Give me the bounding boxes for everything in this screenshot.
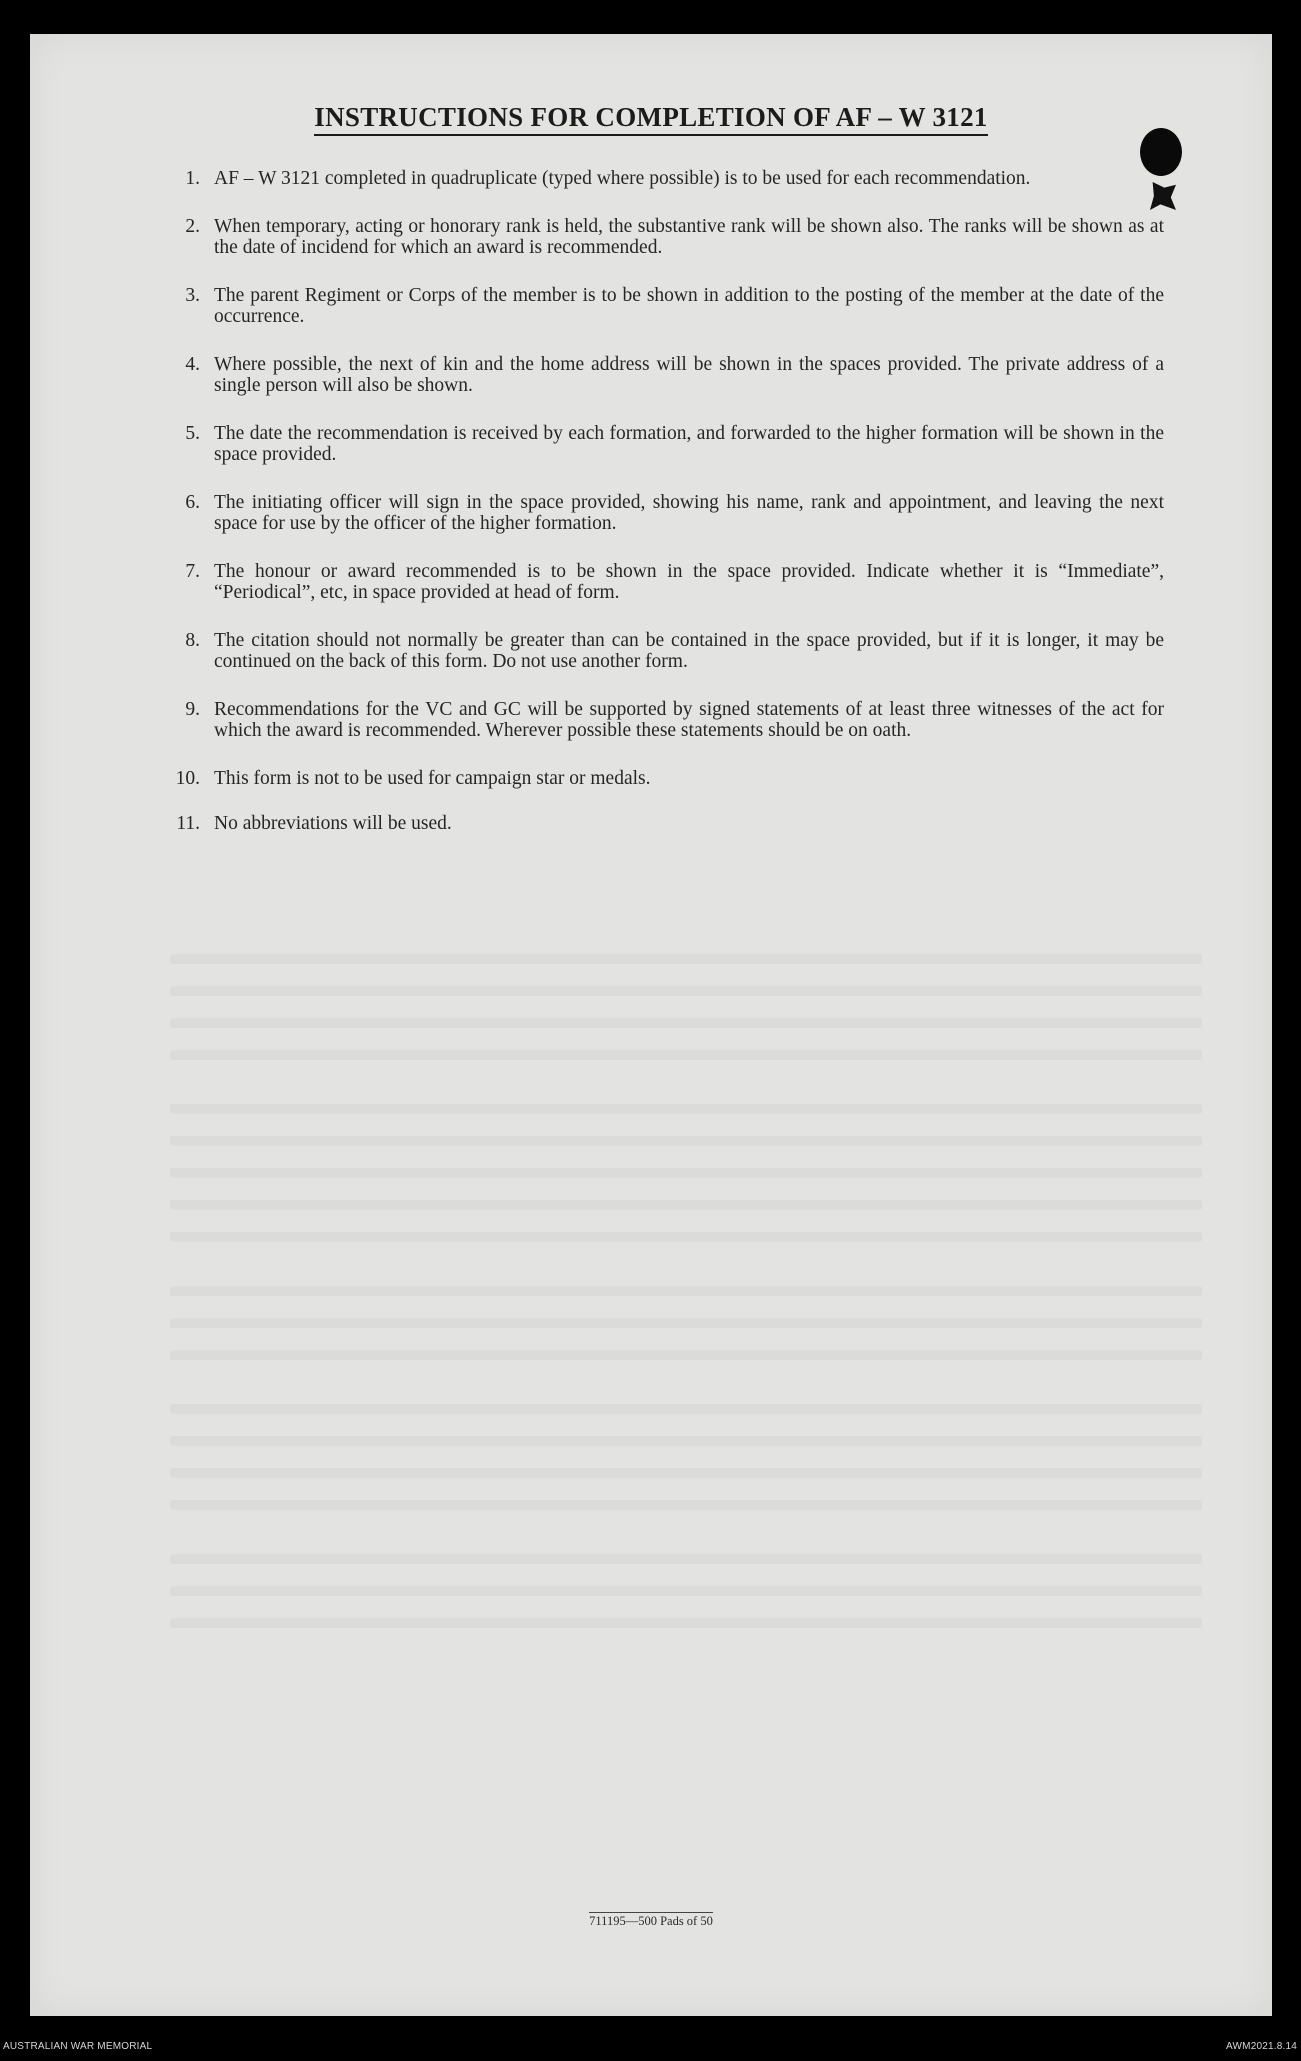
archive-accession-number: AWM2021.8.14	[1226, 2041, 1297, 2052]
instruction-number: 5.	[185, 423, 200, 444]
print-run-text: 711195—500 Pads of 50	[589, 1914, 713, 1928]
instruction-item	[142, 630, 1164, 672]
instruction-number: 6.	[185, 492, 200, 513]
instruction-text: Where possible, the next of kin and the home address will be shown in the spaces provided. The private address of a single person will also be shown.	[214, 354, 1164, 396]
instruction-item	[142, 285, 1164, 327]
instruction-text: Recommendations for the VC and GC will be supported by signed statements of at least three witnesses of the act for which the award is recommended. Wherever possible these statements should be on oath.	[214, 699, 1164, 741]
instruction-item	[142, 768, 1164, 789]
document-title	[30, 102, 1272, 133]
instruction-text: The initiating officer will sign in the space provided, showing his name, rank and appointment, and leaving the next space for use by the officer of the higher formation.	[214, 492, 1164, 534]
instruction-number: 4.	[185, 354, 200, 375]
print-run-note	[30, 1914, 1272, 1929]
instruction-number: 8.	[185, 630, 200, 651]
instruction-item	[142, 699, 1164, 741]
instructions-list	[142, 168, 1164, 834]
instruction-item	[142, 423, 1164, 465]
instruction-text: When temporary, acting or honorary rank is held, the substantive rank will be shown also. The ranks will be shown as at the date of incidend for which an award is recommended.	[214, 216, 1164, 258]
instruction-text: The parent Regiment or Corps of the member is to be shown in addition to the posting of the member at the date of the occurrence.	[214, 285, 1164, 327]
instruction-item	[142, 813, 1164, 834]
instruction-text: The citation should not normally be greater than can be contained in the space provided, but if it is longer, it may be continued on the back of this form. Do not use another form.	[214, 630, 1164, 672]
instruction-text: The honour or award recommended is to be shown in the space provided. Indicate whether it is “Immediate”, “Periodical”, etc, in space provided at head of form.	[214, 561, 1164, 603]
instruction-number: 7.	[185, 561, 200, 582]
document-title-text: INSTRUCTIONS FOR COMPLETION OF AF – W 3121	[314, 102, 987, 136]
instruction-number: 9.	[185, 699, 200, 720]
instruction-number: 1.	[185, 168, 200, 189]
instruction-item	[142, 354, 1164, 396]
instruction-number: 11.	[176, 813, 200, 834]
instruction-number: 10.	[175, 768, 200, 789]
instruction-text: AF – W 3121 completed in quadruplicate (typed where possible) is to be used for each recommendation.	[214, 168, 1031, 189]
instruction-text: This form is not to be used for campaign star or medals.	[214, 768, 651, 789]
instruction-number: 3.	[185, 285, 200, 306]
archive-credit: AUSTRALIAN WAR MEMORIAL	[3, 2041, 153, 2052]
document-page	[30, 34, 1272, 2016]
instruction-item	[142, 216, 1164, 258]
instruction-item	[142, 168, 1164, 189]
instruction-item	[142, 561, 1164, 603]
instruction-text: No abbreviations will be used.	[214, 813, 452, 834]
instruction-number: 2.	[185, 216, 200, 237]
instruction-item	[142, 492, 1164, 534]
instruction-text: The date the recommendation is received by each formation, and forwarded to the higher formation will be shown in the space provided.	[214, 423, 1164, 465]
